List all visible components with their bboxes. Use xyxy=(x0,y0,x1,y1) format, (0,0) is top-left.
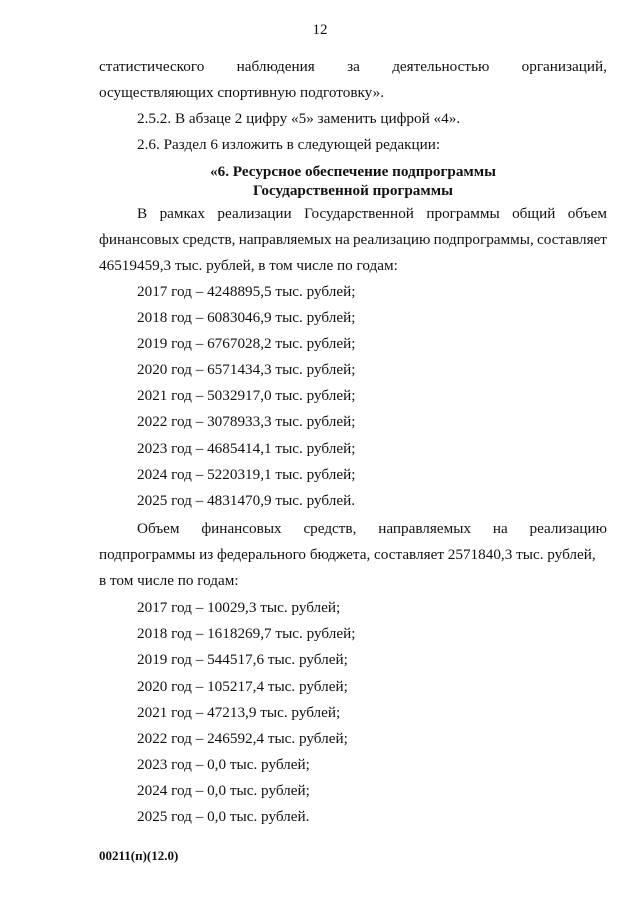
word: наблюдения xyxy=(236,58,315,75)
section-heading-line-1: «6. Ресурсное обеспечение подпрограммы xyxy=(210,163,496,180)
document-code: 00211(п)(12.0) xyxy=(99,848,179,863)
total-year-item: 2025 год – 4831470,9 тыс. рублей. xyxy=(137,492,355,509)
page-number: 12 xyxy=(312,22,328,38)
federal-year-item: 2024 год – 0,0 тыс. рублей; xyxy=(137,782,310,799)
word: реализацию xyxy=(352,231,431,248)
total-year-item: 2019 год – 6767028,2 тыс. рублей; xyxy=(137,335,356,352)
word: подпрограммы, xyxy=(433,231,534,248)
word: финансовых xyxy=(99,231,180,248)
word: на xyxy=(492,520,508,537)
word: В xyxy=(137,205,148,222)
total-year-item: 2023 год – 4685414,1 тыс. рублей; xyxy=(137,440,356,457)
total-year-item: 2017 год – 4248895,5 тыс. рублей; xyxy=(137,283,356,300)
federal-year-item: 2020 год – 105217,4 тыс. рублей; xyxy=(137,678,348,695)
section-heading-line-2: Государственной программы xyxy=(253,182,453,199)
federal-year-item: 2018 год – 1618269,7 тыс. рублей; xyxy=(137,625,356,642)
word: за xyxy=(347,58,360,75)
item-2-6: 2.6. Раздел 6 изложить в следующей редакции: xyxy=(137,136,441,153)
word: составляет xyxy=(537,231,607,248)
item-2-5-2: 2.5.2. В абзаце 2 цифру «5» заменить цифрой «4». xyxy=(137,110,461,127)
total-year-item: 2021 год – 5032917,0 тыс. рублей; xyxy=(137,387,356,404)
total-year-item: 2018 год – 6083046,9 тыс. рублей; xyxy=(137,309,356,326)
federal-paragraph-line-3: в том числе по годам: xyxy=(99,572,239,589)
federal-year-item: 2019 год – 544517,6 тыс. рублей; xyxy=(137,651,348,668)
word: деятельностью xyxy=(392,58,490,75)
word: реализацию xyxy=(529,520,607,537)
word: направляемых xyxy=(378,520,472,537)
total-paragraph-line-2 xyxy=(99,231,607,249)
word: реализации xyxy=(217,205,292,222)
word: на xyxy=(334,231,350,248)
word: финансовых xyxy=(201,520,282,537)
federal-year-item: 2022 год – 246592,4 тыс. рублей; xyxy=(137,730,348,747)
word: статистического xyxy=(99,58,205,75)
federal-year-item: 2025 год – 0,0 тыс. рублей. xyxy=(137,808,310,825)
federal-paragraph-line-1 xyxy=(137,520,607,538)
paragraph-line-1 xyxy=(99,58,607,76)
word: Государственной xyxy=(304,205,414,222)
word: объем xyxy=(567,205,607,222)
word: рамках xyxy=(159,205,205,222)
federal-paragraph-line-2: подпрограммы из федерального бюджета, составляет 2571840,3 тыс. рублей, xyxy=(99,546,596,563)
total-paragraph-line-3: 46519459,3 тыс. рублей, в том числе по годам: xyxy=(99,257,398,274)
word: направляемых xyxy=(238,231,332,248)
total-paragraph-line-1 xyxy=(137,205,607,223)
word: общий xyxy=(512,205,556,222)
word: средств, xyxy=(303,520,357,537)
word: средств, xyxy=(182,231,236,248)
total-year-item: 2022 год – 3078933,3 тыс. рублей; xyxy=(137,413,356,430)
total-year-item: 2020 год – 6571434,3 тыс. рублей; xyxy=(137,361,356,378)
word: организаций, xyxy=(521,58,607,75)
total-year-item: 2024 год – 5220319,1 тыс. рублей; xyxy=(137,466,356,483)
word: Объем xyxy=(137,520,180,537)
federal-year-item: 2021 год – 47213,9 тыс. рублей; xyxy=(137,704,341,721)
federal-year-item: 2023 год – 0,0 тыс. рублей; xyxy=(137,756,310,773)
paragraph-line-2: осуществляющих спортивную подготовку». xyxy=(99,84,385,101)
federal-year-item: 2017 год – 10029,3 тыс. рублей; xyxy=(137,599,341,616)
word: программы xyxy=(426,205,500,222)
